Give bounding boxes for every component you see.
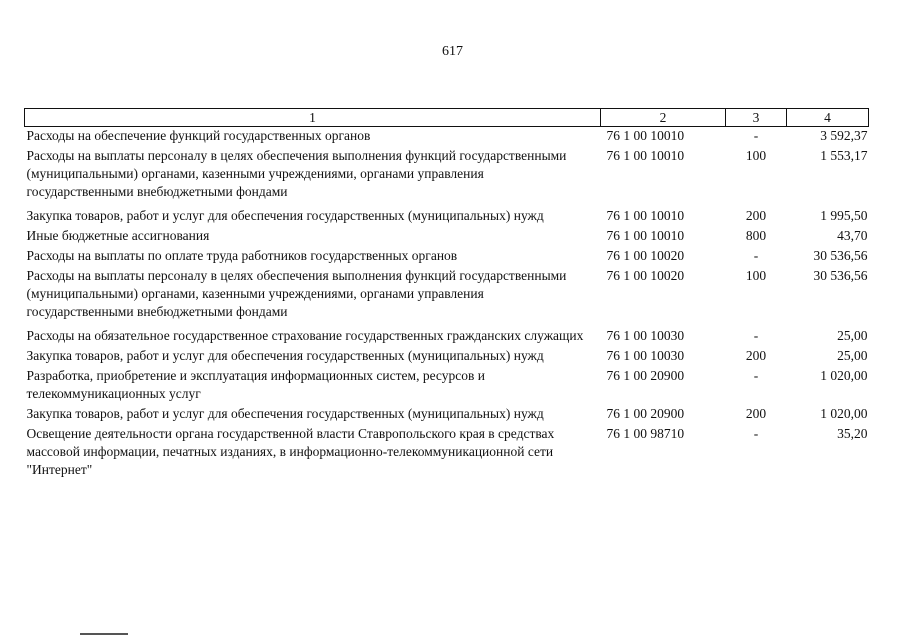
row-amount: 35,20 bbox=[837, 426, 868, 441]
row-amount: 25,00 bbox=[837, 328, 868, 343]
row-amount: 3 592,37 bbox=[820, 128, 868, 143]
table-row bbox=[25, 147, 869, 207]
row-amount: 30 536,56 bbox=[813, 248, 868, 263]
header-col-3: 3 bbox=[726, 109, 787, 127]
row-name: Иные бюджетные ассигнования bbox=[26, 228, 210, 243]
row-code: 76 1 00 10020 bbox=[606, 248, 685, 263]
header-row bbox=[25, 109, 869, 127]
row-code: 76 1 00 98710 bbox=[606, 426, 685, 441]
row-amount: 1 553,17 bbox=[820, 148, 868, 163]
row-code: 76 1 00 20900 bbox=[606, 368, 685, 383]
row-code: 76 1 00 20900 bbox=[606, 406, 685, 421]
table-row bbox=[25, 425, 869, 481]
table-row bbox=[25, 327, 869, 347]
row-name: Расходы на обязательное государственное страхование государственных гражданских служащих bbox=[26, 328, 584, 343]
row-name: Закупка товаров, работ и услуг для обеспечения государственных (муниципальных) нужд bbox=[26, 208, 544, 223]
row-type: 200 bbox=[745, 348, 767, 363]
row-amount: 1 020,00 bbox=[820, 406, 868, 421]
row-name: Расходы на выплаты персоналу в целях обеспечения выполнения функций государственными (муниципальными) органами, казенными учреждениями, органами управления государственными внебюджетными фондами bbox=[26, 268, 567, 319]
row-name: Разработка, приобретение и эксплуатация информационных систем, ресурсов и телекоммуникационных услуг bbox=[26, 368, 485, 401]
header-col-4: 4 bbox=[787, 109, 869, 127]
row-type: - bbox=[753, 426, 759, 441]
row-type: 100 bbox=[745, 148, 767, 163]
table-row bbox=[25, 347, 869, 367]
table-row bbox=[25, 367, 869, 405]
header-col-2: 2 bbox=[601, 109, 726, 127]
row-name: Закупка товаров, работ и услуг для обеспечения государственных (муниципальных) нужд bbox=[26, 348, 544, 363]
row-type: 200 bbox=[745, 208, 767, 223]
table-row bbox=[25, 247, 869, 267]
row-type: - bbox=[753, 248, 759, 263]
row-code: 76 1 00 10030 bbox=[606, 328, 685, 343]
table-row bbox=[25, 267, 869, 327]
page-number: 617 bbox=[442, 44, 463, 59]
row-name: Освещение деятельности органа государственной власти Ставропольского края в средствах массовой информации, печатных изданиях, в информационно-телекоммуникационной сети "Интернет" bbox=[26, 426, 555, 477]
row-type: - bbox=[753, 128, 759, 143]
footer-rule bbox=[80, 633, 128, 635]
row-type: 200 bbox=[745, 406, 767, 421]
row-name: Расходы на выплаты персоналу в целях обеспечения выполнения функций государственными (муниципальными) органами, казенными учреждениями, органами управления государственными внебюджетными фондами bbox=[26, 148, 567, 199]
row-code: 76 1 00 10010 bbox=[606, 228, 685, 243]
row-amount: 30 536,56 bbox=[813, 268, 868, 283]
row-amount: 25,00 bbox=[837, 348, 868, 363]
table-row bbox=[25, 405, 869, 425]
row-code: 76 1 00 10030 bbox=[606, 348, 685, 363]
row-name: Расходы на обеспечение функций государственных органов bbox=[26, 128, 371, 143]
table-row bbox=[25, 207, 869, 227]
row-code: 76 1 00 10010 bbox=[606, 128, 685, 143]
row-amount: 1 995,50 bbox=[820, 208, 868, 223]
row-name: Закупка товаров, работ и услуг для обеспечения государственных (муниципальных) нужд bbox=[26, 406, 544, 421]
table-row bbox=[25, 227, 869, 247]
row-code: 76 1 00 10010 bbox=[606, 148, 685, 163]
row-type: - bbox=[753, 328, 759, 343]
row-name: Расходы на выплаты по оплате труда работников государственных органов bbox=[26, 248, 458, 263]
table-body bbox=[25, 127, 869, 482]
row-type: 800 bbox=[745, 228, 767, 243]
row-amount: 1 020,00 bbox=[820, 368, 868, 383]
budget-table bbox=[24, 108, 869, 481]
row-code: 76 1 00 10010 bbox=[606, 208, 685, 223]
row-code: 76 1 00 10020 bbox=[606, 268, 685, 283]
header-col-1: 1 bbox=[25, 109, 601, 127]
row-amount: 43,70 bbox=[837, 228, 868, 243]
table-row bbox=[25, 127, 869, 148]
table-header bbox=[25, 109, 869, 127]
row-type: 100 bbox=[745, 268, 767, 283]
row-type: - bbox=[753, 368, 759, 383]
